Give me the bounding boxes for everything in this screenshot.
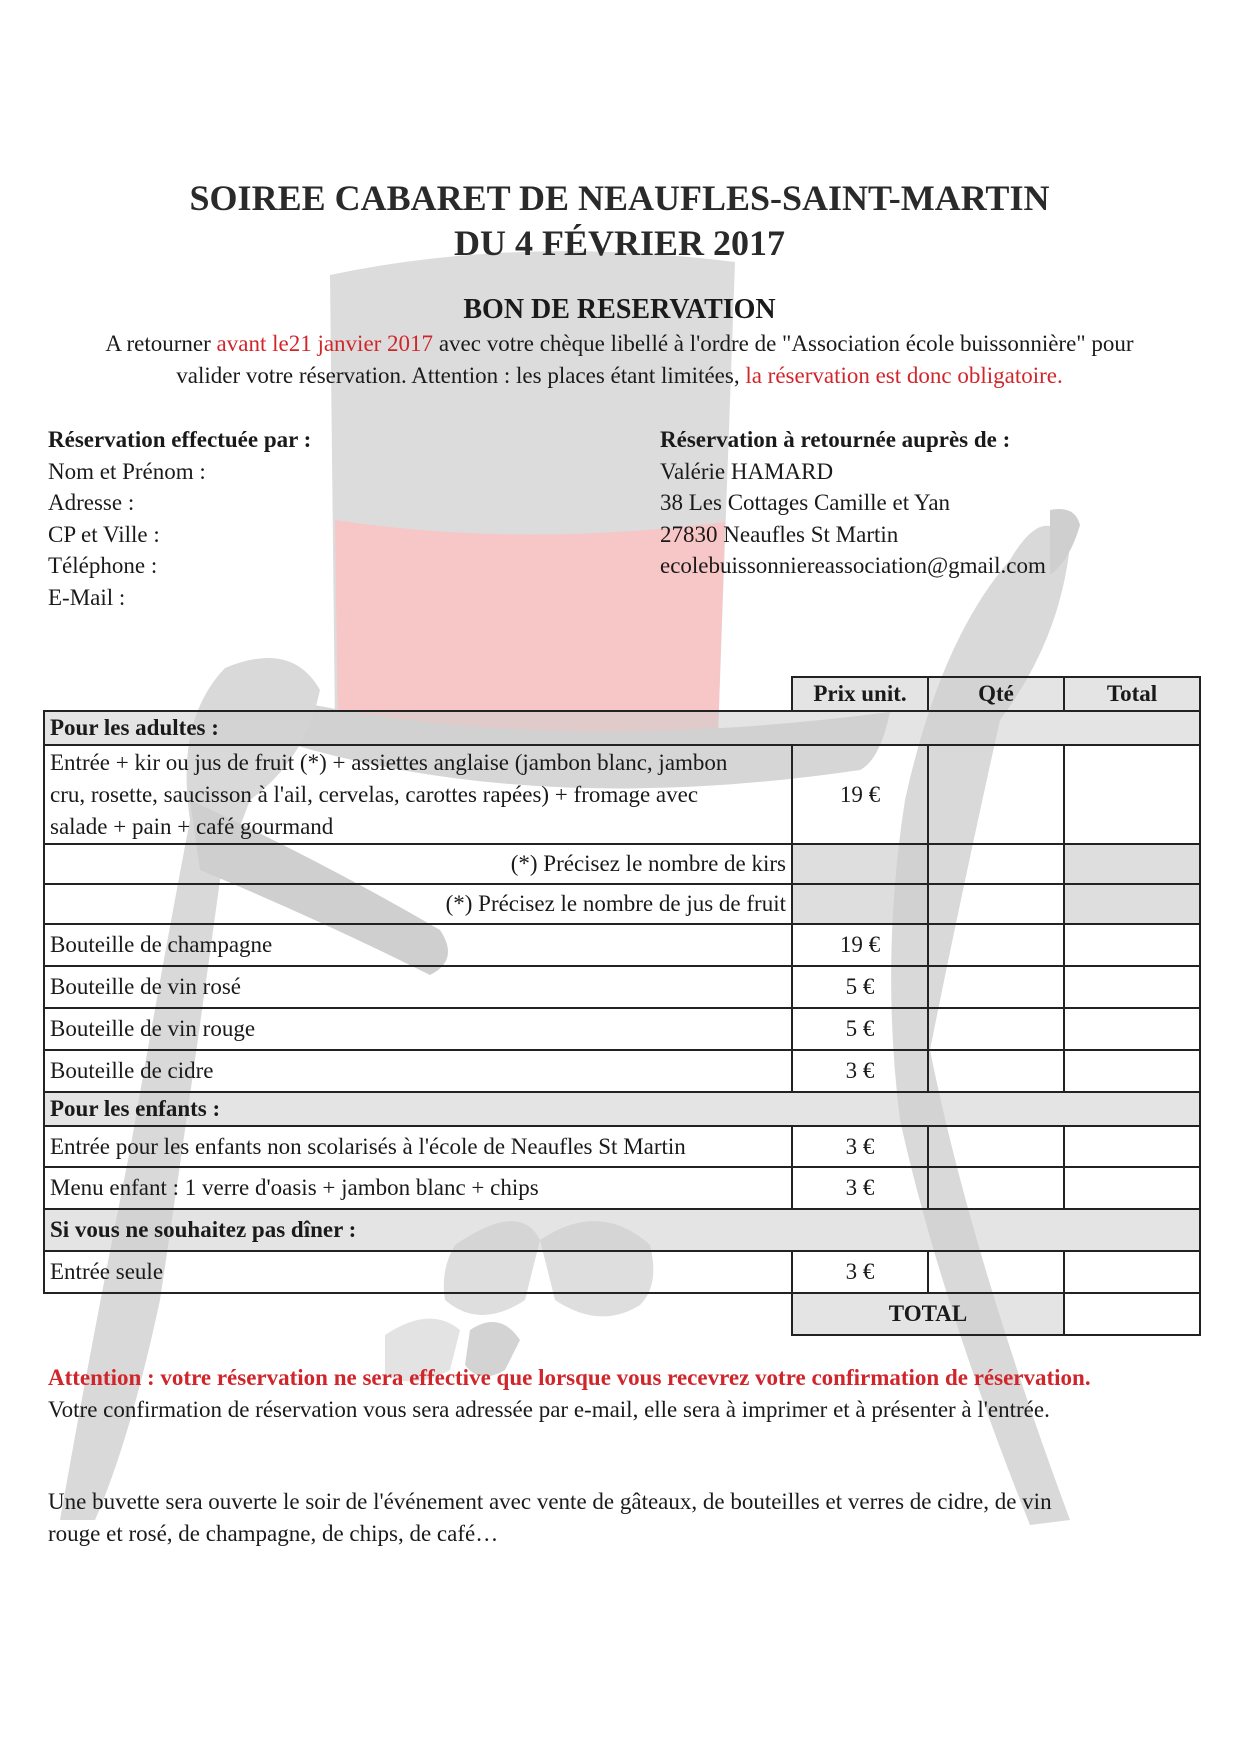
table-row [44,1167,1200,1209]
total-row [44,1293,1200,1335]
section-label-nodinner: Si vous ne souhaitez pas dîner : [44,1209,1200,1251]
confirmation-info: Votre confirmation de réservation vous sera adressée par e-mail, elle sera à imprimer et à présenter à l'entrée. [48,1397,1050,1422]
item-label: Entrée seule [44,1251,792,1293]
quantity-cell[interactable] [928,1126,1064,1167]
intro-line-1 [40,328,1199,360]
intro-text: A retourner [105,331,217,356]
table-row [44,1251,1200,1293]
section-row-adults [44,711,1200,745]
email-field-label: E-Mail : [48,584,126,610]
contact-email: ecolebuissonniereassociation@gmail.com [660,553,1046,578]
reservation-by-heading: Réservation effectuée par : [48,427,312,452]
adult-menu-description: Entrée + kir ou jus de fruit (*) + assiettes anglaise (jambon blanc, jambon cru, rosette, saucisson à l'ail, cervelas, carottes rapées) + fromage avec salade + pain + café gourmand [44,745,792,844]
item-label: Bouteille de vin rosé [44,966,792,1008]
total-cell[interactable] [1064,1126,1200,1167]
intro-line-2 [40,360,1199,392]
quantity-cell[interactable] [928,924,1064,966]
unit-price: 3 € [792,1050,928,1092]
quantity-cell[interactable] [928,844,1064,884]
mandatory-notice: la réservation est donc obligatoire. [745,363,1063,388]
contact-name: Valérie HAMARD [660,458,834,484]
address-field-label: Adresse : [48,490,135,515]
section-row-children [44,1092,1200,1126]
section-label-children: Pour les enfants : [44,1092,1200,1126]
juice-count-note: (*) Précisez le nombre de jus de fruit [44,884,792,924]
total-cell[interactable] [1064,1251,1200,1293]
table-row [44,1008,1200,1050]
name-field-label: Nom et Prénom : [48,458,206,484]
quantity-cell[interactable] [928,884,1064,924]
total-label: TOTAL [792,1293,1064,1335]
unit-price: 19 € [792,745,928,844]
total-cell[interactable] [1064,924,1200,966]
phone-field-label: Téléphone : [48,553,158,578]
table-row [44,966,1200,1008]
quantity-cell[interactable] [928,745,1064,844]
form-subtitle: BON DE RESERVATION [463,294,776,325]
column-header-total: Total [1064,677,1200,711]
item-label: Menu enfant : 1 verre d'oasis + jambon blanc + chips [44,1167,792,1209]
intro-text: valider votre réservation. Attention : les places étant limitées, [176,363,746,388]
order-table [43,676,1201,1336]
city-field-label: CP et Ville : [48,521,160,547]
unit-price: 3 € [792,1251,928,1293]
deadline-text: avant le21 janvier 2017 [216,331,434,356]
unit-price: 3 € [792,1167,928,1209]
return-to-block [660,424,1046,582]
section-row-nodinner [44,1209,1200,1251]
quantity-cell[interactable] [928,1251,1064,1293]
unit-price: 19 € [792,924,928,966]
column-header-qty: Qté [928,677,1064,711]
table-row [44,924,1200,966]
item-label: Bouteille de cidre [44,1050,792,1092]
table-row [44,1126,1200,1167]
return-to-heading: Réservation à retournée auprès de : [660,427,1011,452]
buvette-info-line-2: rouge et rosé, de champagne, de chips, de café… [48,1521,499,1546]
kir-count-note: (*) Précisez le nombre de kirs [44,844,792,884]
section-label-adults: Pour les adultes : [44,711,1200,745]
contact-city: 27830 Neaufles St Martin [660,521,899,547]
total-cell[interactable] [1064,745,1200,844]
item-label: Bouteille de vin rouge [44,1008,792,1050]
total-cell[interactable] [1064,1050,1200,1092]
confirmation-warning: Attention : votre réservation ne sera effective que lorsque vous recevrez votre confirmation de réservation. [48,1365,1091,1390]
table-row [44,1050,1200,1092]
column-header-price: Prix unit. [792,677,928,711]
table-row [44,745,1200,844]
page-title: SOIREE CABARET DE NEAUFLES-SAINT-MARTIN [189,178,1050,218]
table-row [44,884,1200,924]
total-cell[interactable] [1064,1167,1200,1209]
unit-price: 5 € [792,1008,928,1050]
table-row [44,844,1200,884]
unit-price: 3 € [792,1126,928,1167]
buvette-info-line-1: Une buvette sera ouverte le soir de l'événement avec vente de gâteaux, de bouteilles et verres de cidre, de vin [48,1489,1052,1514]
table-header-row [44,677,1200,711]
quantity-cell[interactable] [928,966,1064,1008]
grand-total-cell[interactable] [1064,1293,1200,1335]
total-cell[interactable] [1064,966,1200,1008]
intro-text: avec votre chèque libellé à l'ordre de "Association école buissonnière" pour [433,331,1134,356]
quantity-cell[interactable] [928,1167,1064,1209]
reservation-by-block [48,424,311,613]
item-label: Bouteille de champagne [44,924,792,966]
item-label: Entrée pour les enfants non scolarisés à l'école de Neaufles St Martin [44,1126,792,1167]
unit-price: 5 € [792,966,928,1008]
contact-street: 38 Les Cottages Camille et Yan [660,490,951,515]
event-date: DU 4 FÉVRIER 2017 [453,223,785,263]
quantity-cell[interactable] [928,1050,1064,1092]
total-cell[interactable] [1064,1008,1200,1050]
quantity-cell[interactable] [928,1008,1064,1050]
